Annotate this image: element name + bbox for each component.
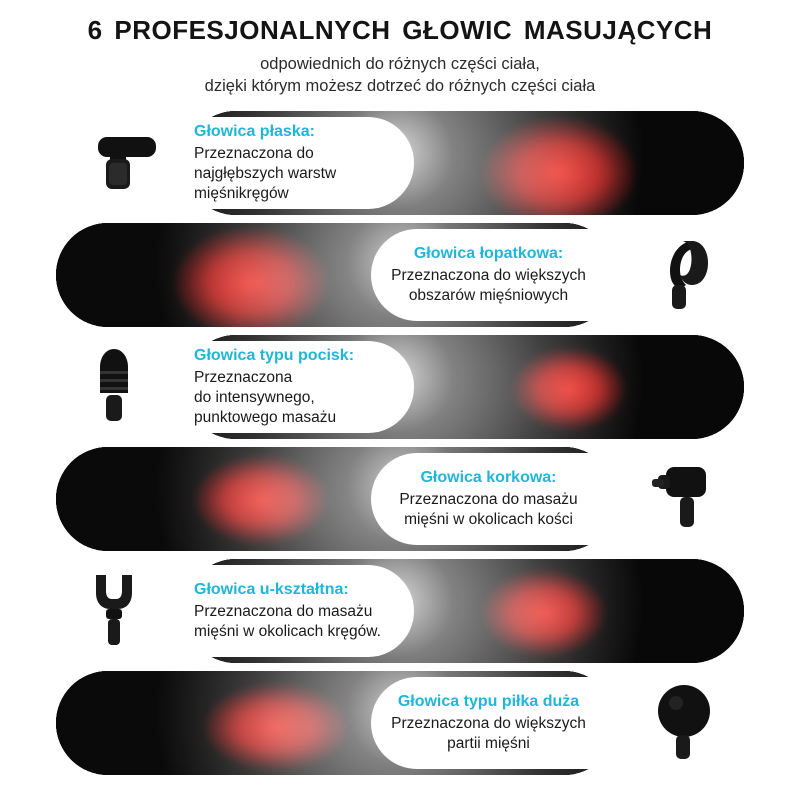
- desc-line: mięśni w okolicach kręgów.: [194, 623, 381, 641]
- attachment-name: Głowica łopatkowa:: [413, 245, 564, 263]
- desc-line: Przeznaczona do masażu: [194, 602, 373, 620]
- attachment-name: Głowica korkowa:: [420, 469, 557, 487]
- attachment-description: [371, 714, 606, 754]
- desc-line: Przeznaczona do masażu: [399, 490, 578, 508]
- desc-line: punktowego masażu: [194, 409, 337, 427]
- row-item: [56, 559, 744, 667]
- desc-line: Przeznaczona do większych: [391, 714, 586, 732]
- desc-line: mięśnikręgów: [194, 185, 289, 203]
- cork-head-icon: [622, 453, 726, 545]
- attachment-description: [194, 144, 336, 204]
- row-item: [56, 447, 744, 555]
- desc-line: Przeznaczona: [194, 368, 293, 386]
- attachment-name: Głowica typu piłka duża: [397, 693, 580, 711]
- page-title: 6 PROFESJONALNYCH GŁOWIC MASUJĄCYCH: [87, 15, 713, 45]
- u-shaped-head-icon: [76, 565, 180, 657]
- subtitle-line-2: dzięki którym możesz dotrzeć do różnych części ciała: [204, 76, 596, 95]
- attachment-name: Głowica płaska:: [194, 123, 315, 141]
- attachment-description: [371, 266, 606, 306]
- bullet-head-icon: [76, 341, 180, 433]
- shovel-head-icon: [622, 229, 726, 321]
- header: [0, 0, 800, 97]
- row-item: [56, 335, 744, 443]
- attachment-rows: [0, 111, 800, 779]
- desc-line: do intensywnego,: [194, 388, 315, 406]
- desc-line: partii mięśni: [447, 735, 530, 753]
- attachment-description: [194, 368, 354, 428]
- attachment-name: Głowica typu pocisk:: [194, 347, 355, 365]
- attachment-description: [194, 602, 381, 642]
- desc-line: Przeznaczona do: [194, 144, 314, 162]
- flat-head-icon: [76, 117, 180, 209]
- row-item: [56, 111, 744, 219]
- large-ball-head-icon: [622, 677, 726, 769]
- desc-line: Przeznaczona do większych: [391, 266, 586, 284]
- desc-line: najgłębszych warstw: [194, 164, 337, 182]
- attachment-description: [371, 490, 606, 530]
- desc-line: mięśni w okolicach kości: [404, 511, 573, 529]
- subtitle-line-1: odpowiednich do różnych części ciała,: [260, 54, 540, 73]
- desc-line: obszarów mięśniowych: [408, 287, 569, 305]
- row-item: [56, 671, 744, 779]
- attachment-name: Głowica u-kształtna:: [194, 581, 349, 599]
- row-item: [56, 223, 744, 331]
- page-subtitle: [0, 53, 800, 98]
